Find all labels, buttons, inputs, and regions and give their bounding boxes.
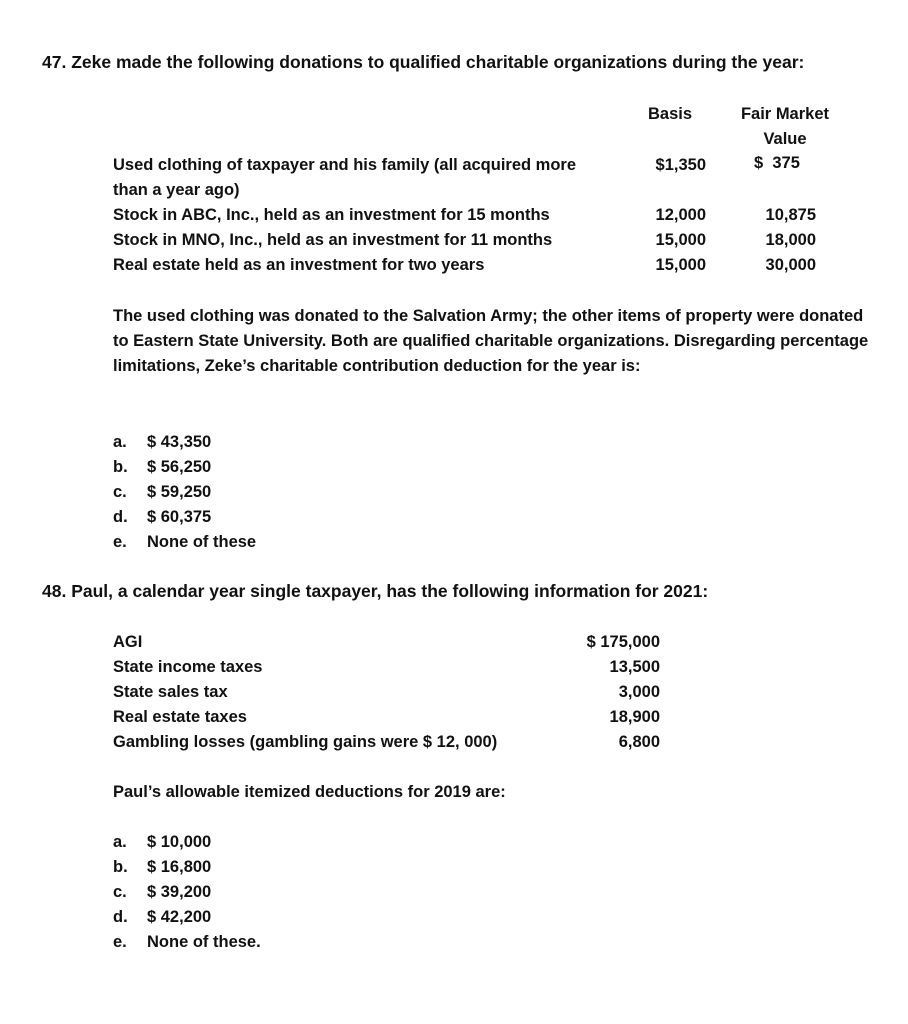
question-47-paragraph: The used clothing was donated to the Salvation Army; the other items of property were donated to Eastern State University. Both are qualified charitable organizations. Disregarding percentage limitations, Zeke’s charitable contribution deduction for the year is:	[113, 307, 869, 375]
donation-description: Stock in ABC, Inc., held as an investment for 15 months	[113, 206, 550, 224]
donation-fmv: 10,875	[765, 206, 816, 224]
info-value: 13,500	[609, 658, 660, 676]
answer-option-d[interactable]	[113, 908, 211, 927]
donation-description: Real estate held as an investment for two years	[113, 256, 485, 274]
option-text: $ 42,200	[147, 908, 212, 926]
donation-description: Stock in MNO, Inc., held as an investment for 11 months	[113, 231, 553, 249]
answer-option-c[interactable]	[113, 883, 211, 902]
option-text: $ 16,800	[147, 858, 212, 876]
answer-option-c[interactable]	[113, 483, 211, 502]
info-label: State income taxes	[113, 658, 263, 676]
donation-description: Used clothing of taxpayer and his family (all acquired more	[113, 156, 577, 174]
column-header-fmv-line2: Value	[763, 130, 807, 148]
option-letter: b.	[113, 458, 128, 476]
donation-basis: 15,000	[655, 256, 706, 274]
option-letter: e.	[113, 933, 127, 951]
donation-basis: 12,000	[655, 206, 706, 224]
option-letter: c.	[113, 883, 127, 901]
info-label: AGI	[113, 633, 143, 651]
info-label: Real estate taxes	[113, 708, 247, 726]
info-value: $ 175,000	[586, 633, 660, 651]
option-letter: b.	[113, 858, 128, 876]
option-text: $ 43,350	[147, 433, 212, 451]
option-letter: d.	[113, 908, 128, 926]
question-47-title: 47. Zeke made the following donations to qualified charitable organizations during the year:	[42, 52, 805, 72]
answer-option-b[interactable]	[113, 458, 211, 477]
info-label: State sales tax	[113, 683, 228, 701]
answer-option-a[interactable]	[113, 833, 211, 852]
question-48-prompt: Paul’s allowable itemized deductions for 2019 are:	[113, 783, 506, 801]
donation-fmv: 30,000	[765, 256, 816, 274]
answer-option-e[interactable]	[113, 533, 256, 552]
option-letter: d.	[113, 508, 128, 526]
option-letter: a.	[113, 833, 127, 851]
option-letter: a.	[113, 433, 127, 451]
info-label: Gambling losses (gambling gains were $ 12, 000)	[113, 733, 498, 751]
option-text: None of these	[147, 533, 257, 551]
answer-option-d[interactable]	[113, 508, 211, 527]
option-text: $ 56,250	[147, 458, 212, 476]
option-text: $ 39,200	[147, 883, 212, 901]
info-value: 18,900	[609, 708, 660, 726]
donation-description-cont: than a year ago)	[113, 181, 240, 199]
option-text: $ 60,375	[147, 508, 212, 526]
answer-option-b[interactable]	[113, 858, 211, 877]
option-text: $ 59,250	[147, 483, 212, 501]
option-letter: e.	[113, 533, 127, 551]
option-letter: c.	[113, 483, 127, 501]
donation-fmv: $ 375	[754, 154, 800, 172]
column-header-fmv-line1: Fair Market	[740, 105, 830, 123]
donation-basis: 15,000	[655, 231, 706, 249]
donation-fmv: 18,000	[765, 231, 816, 249]
option-text: None of these.	[147, 933, 261, 951]
answer-option-e[interactable]	[113, 933, 261, 952]
answer-option-a[interactable]	[113, 433, 211, 452]
info-value: 3,000	[618, 683, 660, 701]
question-48-title: 48. Paul, a calendar year single taxpayer, has the following information for 2021:	[42, 581, 709, 601]
column-header-basis: Basis	[647, 105, 693, 123]
donation-basis: $1,350	[655, 156, 706, 174]
option-text: $ 10,000	[147, 833, 212, 851]
info-value: 6,800	[618, 733, 660, 751]
